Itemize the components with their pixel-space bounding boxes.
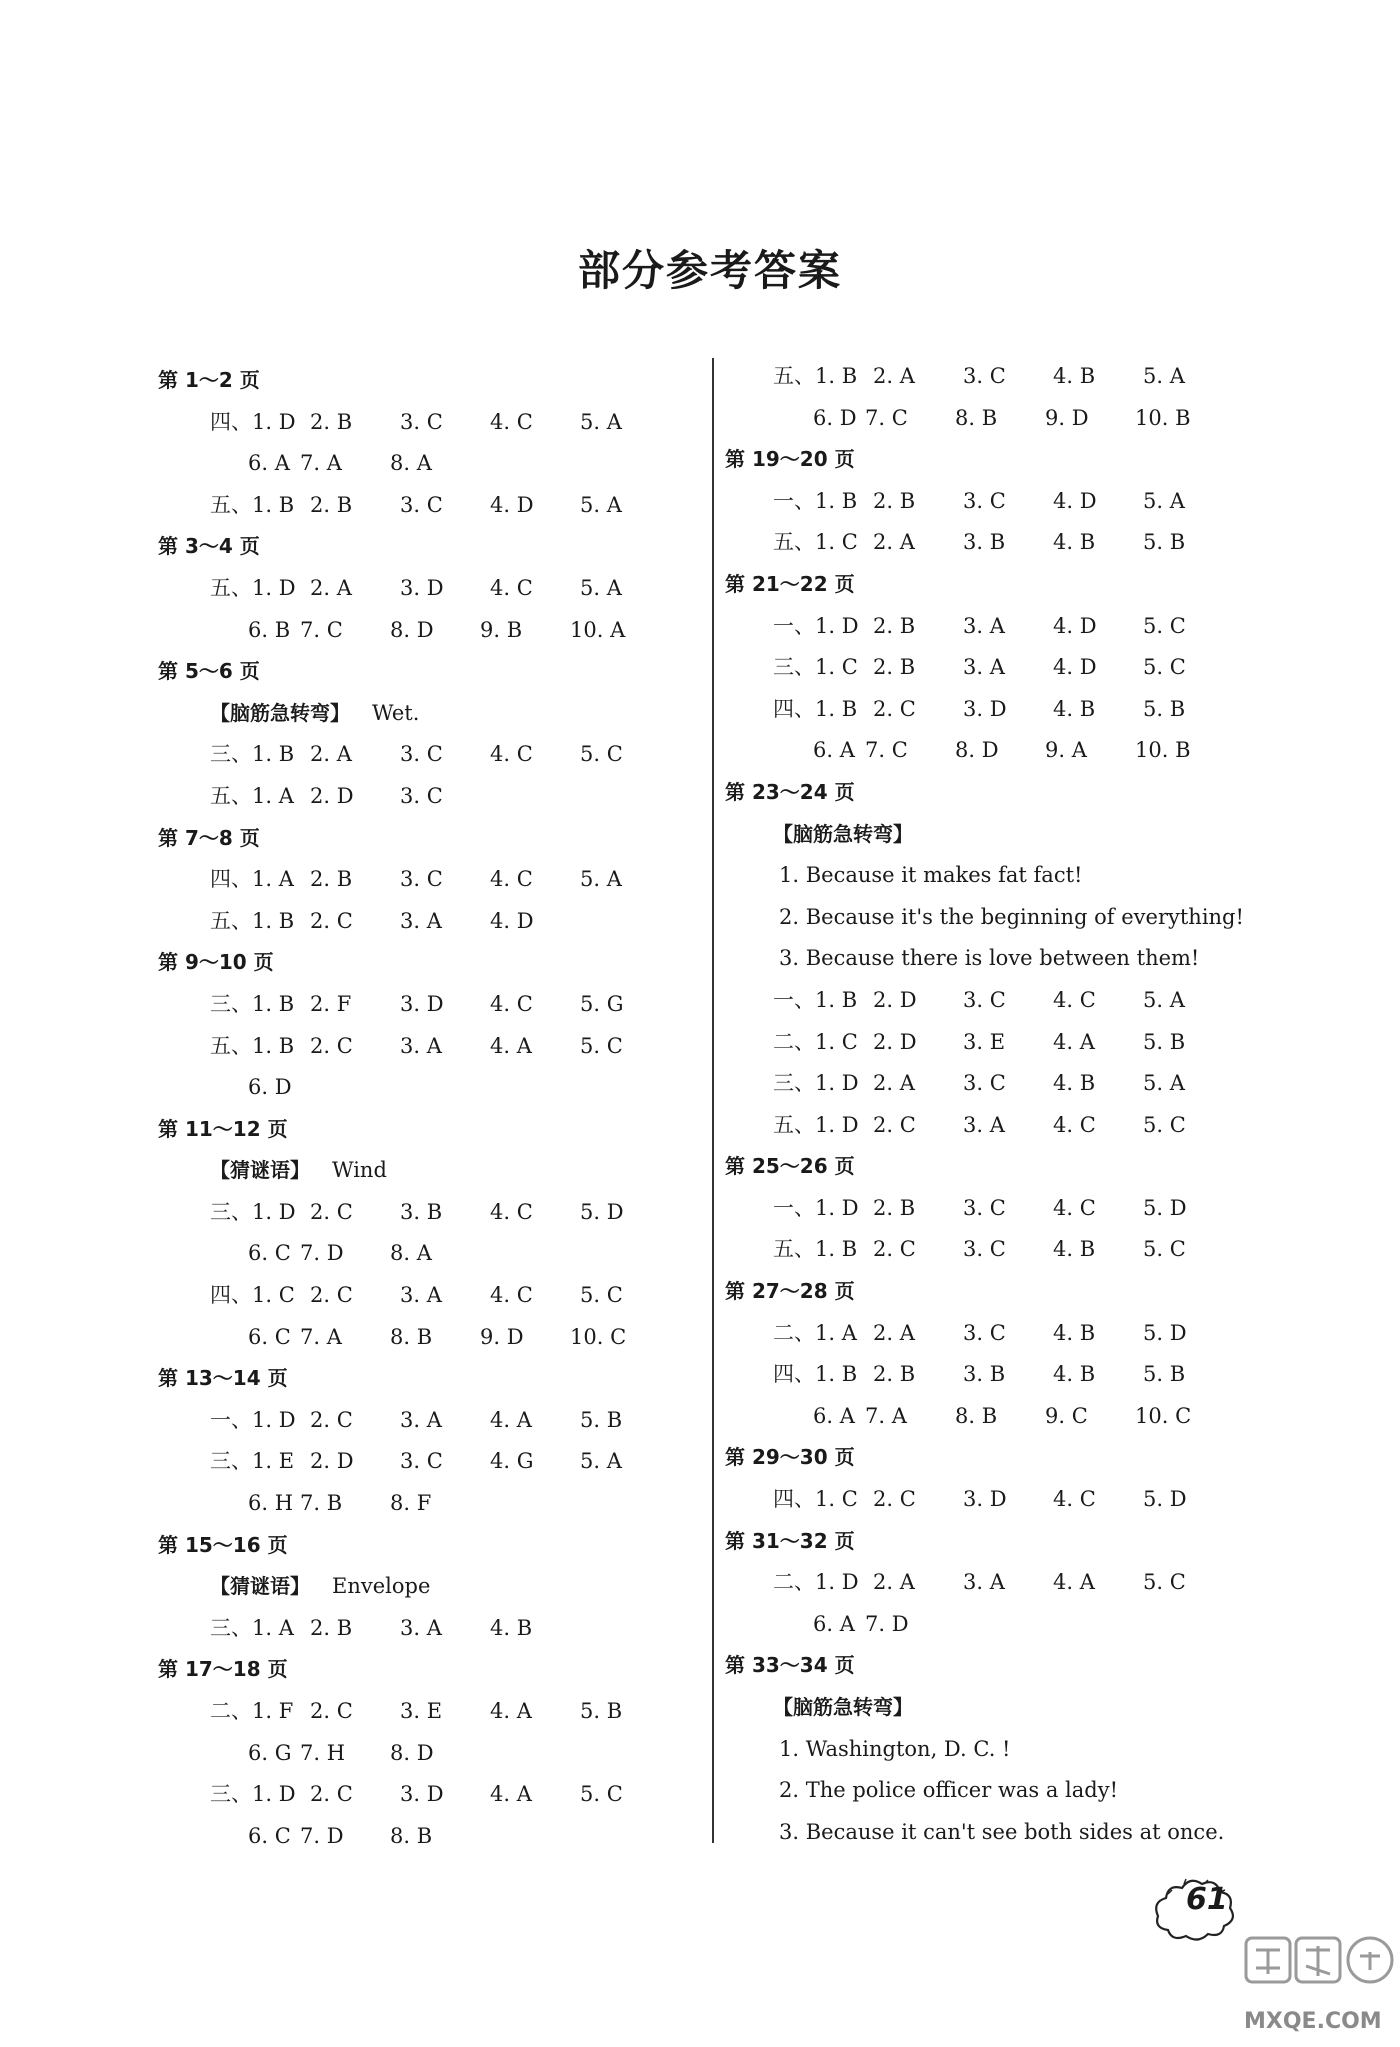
answer-row — [158, 1275, 698, 1317]
answer-row — [158, 485, 698, 527]
answer-item: 4. D — [490, 492, 534, 517]
answer-item: 2. A — [873, 1071, 915, 1096]
answer-item: 2. C — [310, 1407, 353, 1432]
answer-lead: 一、1. D — [773, 1195, 859, 1220]
answer-item: 7. D — [300, 1241, 344, 1266]
answer-item: 4. A — [490, 1699, 532, 1723]
answer-row-continued — [158, 1483, 698, 1525]
riddle-line — [725, 814, 1265, 856]
answer-item: 10. B — [1135, 738, 1191, 763]
answer-item: 3. C — [400, 492, 443, 517]
answer-item: 7. D — [865, 1611, 909, 1636]
answer-item: 3. C — [963, 488, 1006, 513]
answer-row — [158, 1608, 698, 1650]
riddle-label: 【猜谜语】 — [210, 1158, 310, 1183]
answer-item: 3. A — [400, 908, 442, 933]
answer-item: 3. E — [400, 1699, 443, 1723]
answer-lead: 三、1. D — [210, 1199, 296, 1224]
answer-item: 5. A — [580, 867, 622, 892]
answer-item: 4. D — [490, 908, 534, 933]
answer-item: 3. C — [963, 1071, 1006, 1096]
answer-item: 3. A — [963, 613, 1005, 638]
answer-item: 2. C — [873, 1112, 916, 1137]
page-range-heading: 第 25～26 页 — [725, 1154, 855, 1179]
answer-item: 2. A — [310, 575, 352, 600]
answer-item: 8. B — [955, 405, 998, 430]
answer-lead: 二、1. F — [210, 1699, 294, 1723]
answer-item: 5. A — [1143, 364, 1185, 388]
answer-item: 9. A — [1045, 738, 1087, 763]
answer-item: 2. C — [310, 1033, 353, 1058]
answer-item: 7. H — [300, 1740, 346, 1765]
answer-item: 5. A — [1143, 488, 1185, 513]
answer-item: 2. C — [310, 1699, 353, 1723]
answer-item: 5. C — [1143, 613, 1186, 638]
page-range-heading: 第 11～12 页 — [158, 1116, 288, 1141]
answer-item: 3. C — [400, 409, 443, 434]
page-title: 部分参考答案 — [577, 246, 842, 295]
riddle-label: 【猜谜语】 — [210, 1574, 310, 1599]
answer-item: 2. C — [310, 1283, 353, 1308]
answer-lead: 四、1. B — [773, 1362, 858, 1387]
answer-item: 3. C — [963, 987, 1006, 1012]
answer-row — [725, 1479, 1265, 1521]
answer-row — [158, 776, 698, 818]
answer-row — [725, 980, 1265, 1022]
answer-item: 5. C — [1143, 1570, 1186, 1595]
page-range-heading: 第 31～32 页 — [725, 1528, 855, 1553]
answer-item: 2. D — [873, 1029, 917, 1054]
answer-row — [158, 1192, 698, 1234]
riddle-sentence: 3. Because there is love between them! — [779, 946, 1200, 971]
answer-lead: 三、1. A — [210, 1615, 294, 1640]
answer-item: 5. B — [580, 1699, 623, 1723]
page-range-heading: 第 13～14 页 — [158, 1366, 288, 1391]
riddle-sentence: 1. Washington, D. C. ! — [779, 1736, 1011, 1761]
answer-item: 4. A — [490, 1782, 532, 1807]
answer-lead: 三、1. B — [210, 991, 295, 1016]
answer-item: 7. B — [300, 1491, 343, 1516]
answer-item: 3. C — [963, 1237, 1006, 1262]
answer-lead: 五、1. B — [210, 908, 295, 933]
answer-item: 8. D — [390, 617, 434, 642]
answer-item: 5. A — [580, 1449, 622, 1474]
riddle-sentence: 1. Because it makes fat fact! — [779, 863, 1083, 888]
answer-item: 2. C — [873, 696, 916, 721]
page-range-heading: 第 1～2 页 — [158, 368, 260, 392]
answer-item: 4. A — [490, 1407, 532, 1432]
answer-row — [158, 1691, 698, 1733]
answer-item: 2. C — [310, 1199, 353, 1224]
answer-column-right — [725, 356, 1265, 1853]
answer-item: 3. B — [963, 530, 1006, 555]
answer-item: 4. C — [1053, 1112, 1096, 1137]
answer-item: 3. C — [400, 1449, 443, 1474]
answer-item: 7. D — [300, 1823, 344, 1848]
answer-lead: 二、1. D — [773, 1570, 859, 1595]
answer-item: 5. C — [580, 1283, 623, 1308]
answer-item: 2. B — [310, 1615, 353, 1640]
answer-item: 2. A — [873, 530, 915, 555]
answer-item: 9. D — [480, 1324, 524, 1349]
answer-item: 2. D — [873, 987, 917, 1012]
riddle-line — [158, 1566, 698, 1608]
page-range-heading: 第 5～6 页 — [158, 659, 260, 684]
page-range-heading: 第 33～34 页 — [725, 1653, 855, 1678]
answer-lead: 三、1. D — [210, 1782, 296, 1807]
answer-item: 3. D — [400, 1782, 444, 1807]
answer-row-continued — [158, 1233, 698, 1275]
answer-item: 5. D — [1143, 1195, 1187, 1220]
answer-item: 6. H — [248, 1491, 294, 1516]
answer-item: 3. B — [400, 1199, 443, 1224]
answer-row-continued — [158, 443, 698, 485]
answer-row — [158, 1774, 698, 1816]
answer-item: 4. B — [1053, 364, 1096, 388]
answer-item: 3. C — [963, 1195, 1006, 1220]
riddle-line — [158, 693, 698, 735]
answer-column-left — [158, 360, 698, 1857]
page-range-heading: 第 27～28 页 — [725, 1279, 855, 1304]
answer-lead: 一、1. B — [773, 987, 858, 1012]
answer-row-continued — [725, 1604, 1265, 1646]
answer-item: 5. C — [580, 1033, 623, 1058]
answer-item: 5. C — [580, 742, 623, 767]
answer-lead: 五、1. A — [210, 783, 294, 808]
answer-item: 4. G — [490, 1449, 534, 1474]
page-range-heading: 第 29～30 页 — [725, 1445, 855, 1470]
answer-row — [725, 356, 1265, 398]
answer-item: 2. C — [873, 1487, 916, 1512]
answer-lead: 五、1. B — [773, 364, 858, 388]
answer-item: 2. C — [310, 908, 353, 933]
answer-row — [158, 734, 698, 776]
answer-item: 4. A — [1053, 1570, 1095, 1595]
riddle-label: 【脑筋急转弯】 — [773, 1695, 913, 1719]
answer-row — [158, 901, 698, 943]
answer-item: 7. A — [865, 1403, 907, 1428]
answer-item: 2. F — [310, 991, 352, 1016]
answer-row — [725, 647, 1265, 689]
page-range-heading: 第 23～24 页 — [725, 779, 855, 804]
answer-row — [725, 1313, 1265, 1355]
page-range-heading: 第 15～16 页 — [158, 1532, 288, 1557]
answer-item: 5. C — [1143, 1112, 1186, 1137]
riddle-label: 【脑筋急转弯】 — [773, 821, 913, 846]
answer-row — [725, 1562, 1265, 1604]
answer-row-continued — [725, 398, 1265, 440]
answer-lead: 四、1. D — [210, 409, 296, 434]
page-range-heading: 第 21～22 页 — [725, 571, 855, 596]
answer-item: 2. D — [310, 1449, 354, 1474]
answer-row-continued — [158, 1733, 698, 1775]
answer-item: 4. B — [1053, 1071, 1096, 1096]
answer-item: 2. B — [310, 409, 353, 434]
answer-row — [725, 1105, 1265, 1147]
answer-item: 9. B — [480, 617, 523, 642]
answer-item: 7. C — [300, 617, 343, 642]
riddle-sentence: 2. Because it's the beginning of everything! — [779, 904, 1244, 929]
answer-lead: 五、1. B — [210, 492, 295, 517]
answer-row — [725, 606, 1265, 648]
answer-lead: 一、1. B — [773, 488, 858, 513]
answer-item: 5. B — [580, 1407, 623, 1432]
answer-item: 10. C — [1135, 1403, 1192, 1428]
answer-lead: 三、1. E — [210, 1449, 295, 1474]
answer-lead: 五、1. D — [210, 575, 296, 600]
answer-item: 5. B — [1143, 696, 1186, 721]
answer-lead: 五、1. D — [773, 1112, 859, 1137]
answer-item: 2. C — [873, 1237, 916, 1262]
answer-item: 5. C — [1143, 1237, 1186, 1262]
answer-lead: 一、1. D — [773, 613, 859, 638]
answer-item: 8. B — [390, 1324, 433, 1349]
answer-item: 6. A — [813, 1611, 855, 1636]
answer-item: 7. C — [865, 738, 908, 763]
answer-row — [725, 522, 1265, 564]
answer-item: 5. B — [1143, 1029, 1186, 1054]
answer-item: 6. C — [248, 1823, 291, 1848]
answer-item: 2. B — [873, 1362, 916, 1387]
answer-item: 4. C — [1053, 1195, 1096, 1220]
answer-item: 6. A — [813, 738, 855, 763]
answer-item: 5. G — [580, 991, 624, 1016]
answer-item: 2. B — [310, 492, 353, 517]
answer-item: 2. C — [310, 1782, 353, 1807]
riddle-sentence: 3. Because it can't see both sides at once. — [779, 1819, 1225, 1844]
answer-item: 5. C — [1143, 655, 1186, 680]
answer-row — [158, 1026, 698, 1068]
answer-lead: 五、1. B — [773, 1237, 858, 1262]
answer-row-continued — [725, 730, 1265, 772]
answer-row-continued — [725, 1396, 1265, 1438]
answer-item: 3. B — [963, 1362, 1006, 1387]
answer-lead: 三、1. B — [210, 742, 295, 767]
answer-item: 3. C — [963, 364, 1006, 388]
answer-item: 3. D — [963, 696, 1007, 721]
answer-item: 3. A — [963, 1112, 1005, 1137]
answer-item: 10. C — [570, 1324, 627, 1349]
answer-item: 4. B — [1053, 696, 1096, 721]
riddle-sentence: 2. The police officer was a lady! — [779, 1778, 1119, 1803]
answer-item: 8. F — [390, 1491, 432, 1516]
page-range-heading: 第 7～8 页 — [158, 825, 260, 850]
answer-item: 3. D — [963, 1487, 1007, 1512]
answer-item: 3. A — [963, 1570, 1005, 1595]
answer-item: 10. B — [1135, 405, 1191, 430]
answer-row — [725, 1022, 1265, 1064]
answer-item: 2. A — [873, 1570, 915, 1595]
answer-row-continued — [158, 1067, 698, 1109]
answer-item: 4. C — [490, 867, 533, 892]
watermark-logo-icon — [1240, 1928, 1400, 2038]
answer-item: 6. A — [248, 451, 290, 476]
answer-item: 6. C — [248, 1324, 291, 1349]
page-range-heading: 第 17～18 页 — [158, 1657, 288, 1682]
page-number: 61 — [1186, 1882, 1228, 1917]
answer-row — [158, 568, 698, 610]
riddle-answer: Wind — [332, 1158, 387, 1183]
riddle-answer: Envelope — [332, 1574, 431, 1599]
answer-item: 4. B — [1053, 530, 1096, 555]
answer-item: 3. C — [963, 1320, 1006, 1345]
answer-item: 2. A — [873, 364, 915, 388]
answer-item: 4. D — [1053, 488, 1097, 513]
answer-item: 9. C — [1045, 1403, 1088, 1428]
answer-item: 5. A — [1143, 987, 1185, 1012]
riddle-line — [158, 1150, 698, 1192]
answer-item: 5. A — [1143, 1071, 1185, 1096]
answer-item: 9. D — [1045, 405, 1089, 430]
answer-row-continued — [158, 1317, 698, 1359]
answer-item: 5. A — [580, 409, 622, 434]
answer-row — [725, 1354, 1265, 1396]
answer-item: 6. C — [248, 1241, 291, 1266]
answer-item: 4. D — [1053, 613, 1097, 638]
answer-row — [725, 1063, 1265, 1105]
answer-item: 2. B — [873, 655, 916, 680]
answer-row-continued — [158, 1816, 698, 1858]
answer-item: 3. A — [400, 1033, 442, 1058]
answer-item: 4. C — [490, 742, 533, 767]
answer-item: 4. C — [490, 1199, 533, 1224]
answer-item: 5. D — [580, 1199, 624, 1224]
answer-row — [725, 689, 1265, 731]
answer-item: 8. D — [955, 738, 999, 763]
answer-lead: 二、1. C — [773, 1029, 858, 1054]
riddle-label: 【脑筋急转弯】 — [210, 700, 350, 725]
answer-item: 4. C — [490, 409, 533, 434]
answer-item: 8. D — [390, 1740, 434, 1765]
answer-item: 3. A — [400, 1283, 442, 1308]
answer-item: 5. B — [1143, 530, 1186, 555]
answer-item: 8. A — [390, 1241, 432, 1266]
answer-row — [158, 859, 698, 901]
answer-item: 4. C — [1053, 1487, 1096, 1512]
riddle-answer: Wet. — [372, 700, 420, 725]
answer-item: 6. A — [813, 1403, 855, 1428]
answer-lead: 一、1. D — [210, 1407, 296, 1432]
answer-row-continued — [158, 610, 698, 652]
answer-lead: 四、1. A — [210, 867, 294, 892]
answer-lead: 二、1. A — [773, 1320, 857, 1345]
answer-item: 4. A — [1053, 1029, 1095, 1054]
answer-item: 7. A — [300, 1324, 342, 1349]
answer-item: 3. A — [400, 1407, 442, 1432]
answer-item: 4. C — [490, 991, 533, 1016]
answer-item: 4. B — [1053, 1320, 1096, 1345]
answer-item: 3. A — [963, 655, 1005, 680]
answer-lead: 四、1. C — [773, 1487, 858, 1512]
answer-item: 6. G — [248, 1740, 292, 1765]
svg-text:MXQE.COM: MXQE.COM — [1244, 2009, 1382, 2034]
answer-item: 5. A — [580, 492, 622, 517]
answer-lead: 五、1. B — [210, 1033, 295, 1058]
answer-item: 3. A — [400, 1615, 442, 1640]
answer-item: 2. B — [873, 613, 916, 638]
answer-item: 5. B — [1143, 1362, 1186, 1387]
page-range-heading: 第 3～4 页 — [158, 534, 260, 559]
answer-item: 6. D — [813, 405, 857, 430]
answer-item: 3. C — [400, 742, 443, 767]
answer-item: 3. D — [400, 575, 444, 600]
answer-item: 7. A — [300, 451, 342, 476]
answer-item: 8. B — [955, 1403, 998, 1428]
column-divider — [712, 358, 714, 1843]
answer-item: 3. D — [400, 991, 444, 1016]
answer-item: 8. B — [390, 1823, 433, 1848]
answer-item: 5. D — [1143, 1487, 1187, 1512]
answer-row — [158, 1441, 698, 1483]
answer-row — [725, 1188, 1265, 1230]
answer-item: 3. C — [400, 867, 443, 892]
answer-item: 4. B — [1053, 1237, 1096, 1262]
answer-item: 6. D — [248, 1075, 292, 1100]
answer-item: 2. D — [310, 783, 354, 808]
answer-item: 5. A — [580, 575, 622, 600]
answer-item: 4. D — [1053, 655, 1097, 680]
answer-item: 4. A — [490, 1033, 532, 1058]
answer-item: 7. C — [865, 405, 908, 430]
answer-row — [725, 1229, 1265, 1271]
answer-item: 2. B — [873, 488, 916, 513]
answer-item: 4. C — [1053, 987, 1096, 1012]
answer-row — [725, 481, 1265, 523]
riddle-line — [725, 1687, 1265, 1729]
answer-lead: 四、1. B — [773, 696, 858, 721]
answer-item: 10. A — [570, 617, 626, 642]
answer-item: 2. B — [873, 1195, 916, 1220]
answer-item: 2. A — [873, 1320, 915, 1345]
answer-lead: 三、1. D — [773, 1071, 859, 1096]
answer-item: 2. A — [310, 742, 352, 767]
answer-item: 6. B — [248, 617, 291, 642]
answer-lead: 五、1. C — [773, 530, 858, 555]
answer-row — [158, 1400, 698, 1442]
answer-item: 3. E — [963, 1029, 1006, 1054]
page-range-heading: 第 9～10 页 — [158, 950, 274, 975]
answer-lead: 三、1. C — [773, 655, 858, 680]
answer-item: 8. A — [390, 451, 432, 476]
answer-item: 5. C — [580, 1782, 623, 1807]
answer-row — [158, 402, 698, 444]
answer-item: 3. C — [400, 783, 443, 808]
answer-item: 4. B — [1053, 1362, 1096, 1387]
answer-item: 4. C — [490, 1283, 533, 1308]
answer-item: 2. B — [310, 867, 353, 892]
answer-item: 4. B — [490, 1615, 533, 1640]
answer-row — [158, 984, 698, 1026]
answer-item: 4. C — [490, 575, 533, 600]
page-range-heading: 第 19～20 页 — [725, 447, 855, 472]
answer-item: 5. D — [1143, 1320, 1187, 1345]
answer-lead: 四、1. C — [210, 1283, 295, 1308]
